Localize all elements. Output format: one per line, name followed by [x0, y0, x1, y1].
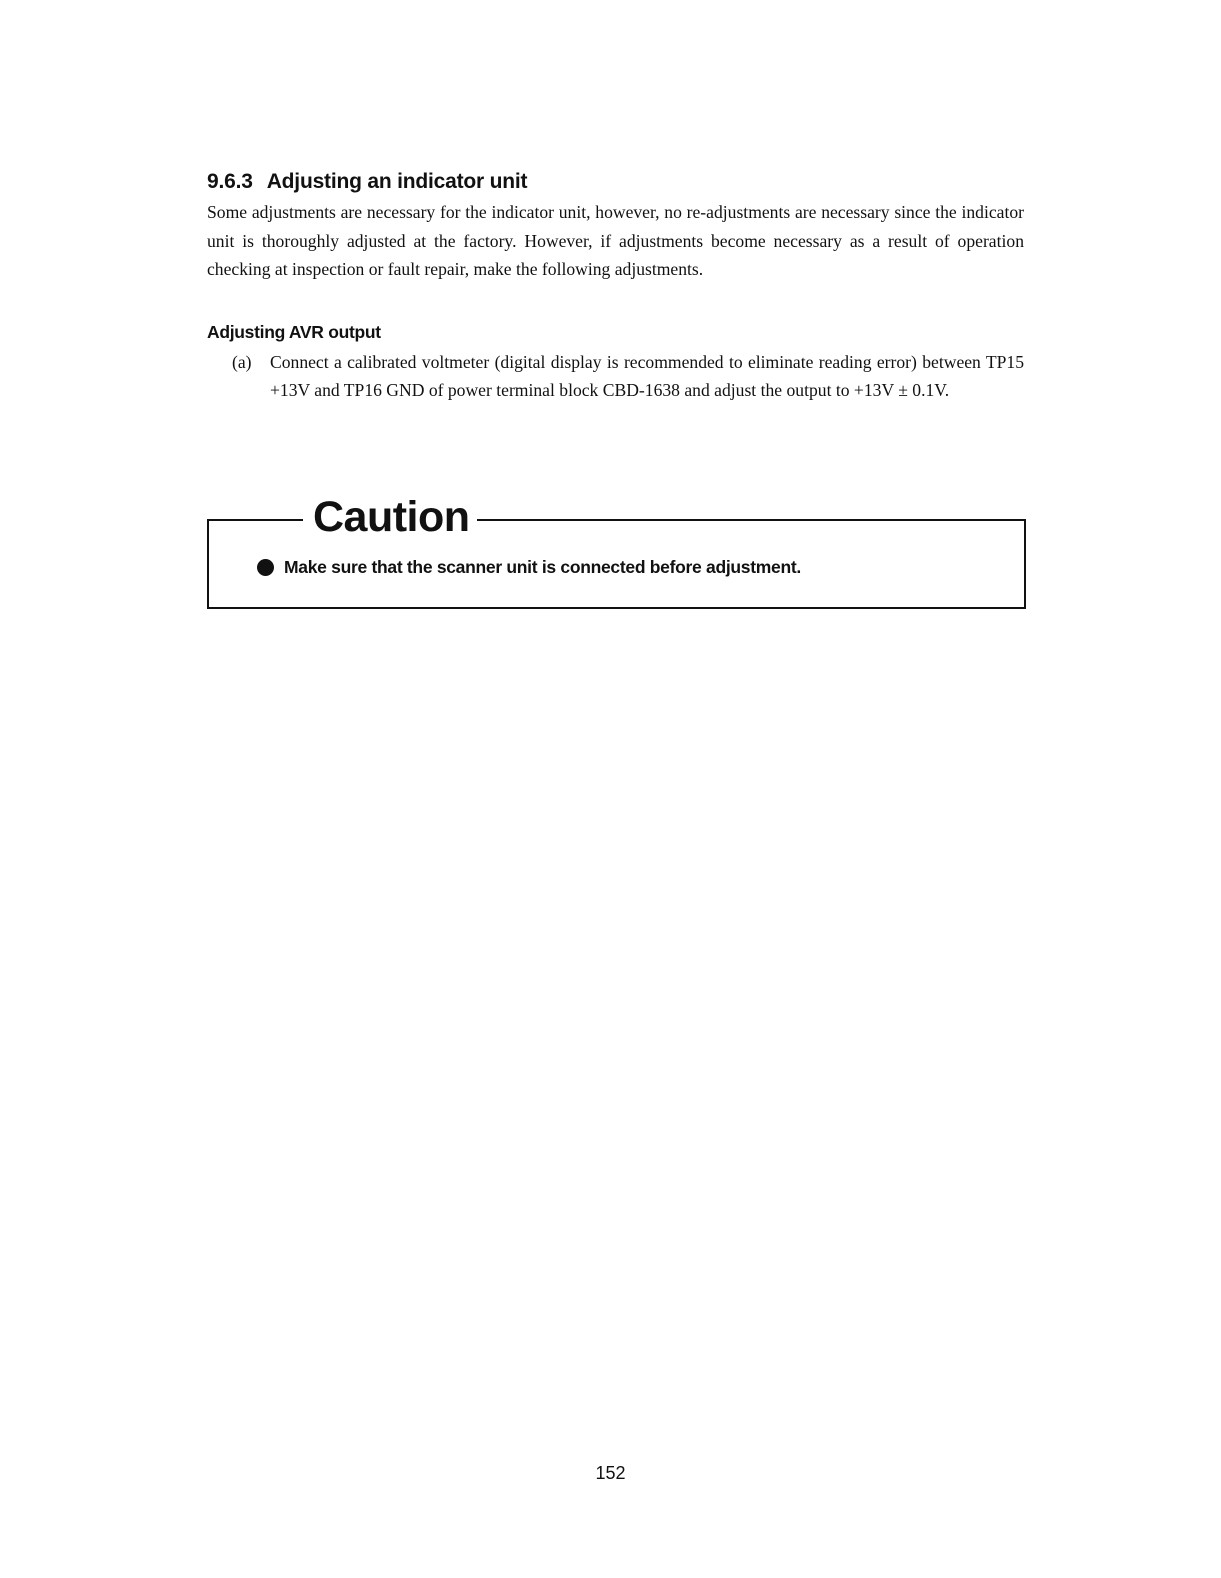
- section-paragraph: Some adjustments are necessary for the indicator unit, however, no re-adjustments are necessary since the indicator unit is thoroughly adjusted at the factory. However, if adjustments become necessary as a result of operation checking at inspection or fault repair, make the following adjustments.: [207, 202, 1024, 279]
- step-marker: (a): [232, 351, 252, 372]
- section-heading: [207, 168, 1024, 196]
- caution-box: [207, 493, 1026, 609]
- page-number: 152: [595, 1463, 626, 1483]
- caution-item: [257, 555, 801, 579]
- caution-title: Caution: [309, 491, 474, 543]
- caution-border-top-left: [209, 519, 303, 521]
- section-number: 9.6.3: [207, 170, 253, 193]
- section-title: Adjusting an indicator unit: [266, 170, 528, 193]
- step-text: Connect a calibrated voltmeter (digital display is recommended to eliminate reading error) between TP15 +13V and TP16 GND of power terminal block CBD-1638 and adjust the output to +13V ± 0.1V.: [270, 351, 1024, 400]
- caution-border-top-right: [477, 519, 1024, 521]
- caution-text: Make sure that the scanner unit is connected before adjustment.: [284, 557, 801, 577]
- main-content: [207, 168, 1024, 405]
- subsection-heading: Adjusting AVR output: [207, 321, 381, 342]
- step-item: [207, 348, 1024, 405]
- bullet-icon: [257, 559, 274, 576]
